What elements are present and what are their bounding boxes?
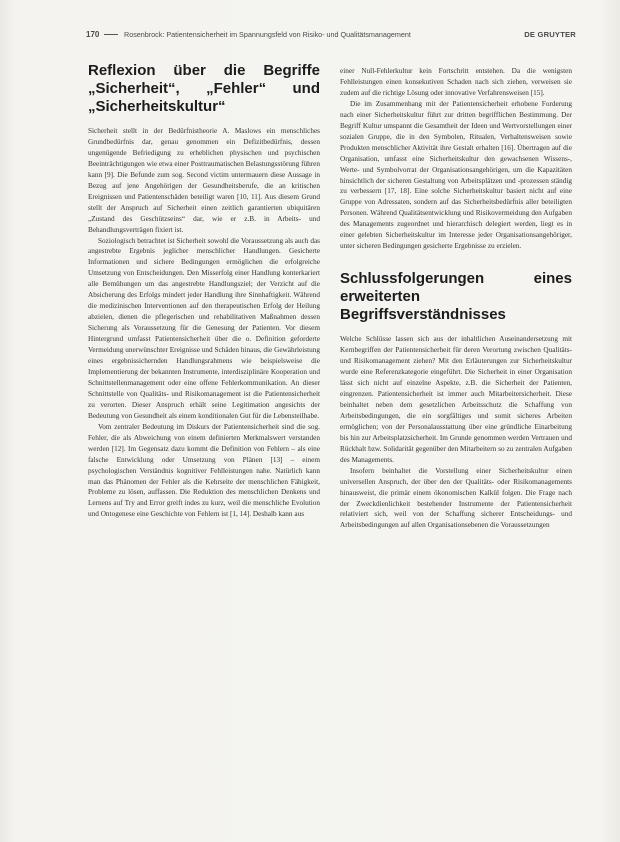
- page-number: 170: [86, 30, 100, 39]
- header-rule: [104, 34, 118, 35]
- left-column: [88, 62, 320, 520]
- publisher-logo: DE GRUYTER: [524, 30, 576, 39]
- section-heading-reflexion: Reflexion über die Begriffe „Sicherheit“, „Fehler“ und „Sicherheitskultur“: [88, 62, 320, 115]
- paragraph: Soziologisch betrachtet ist Sicherheit sowohl die Voraussetzung als auch das angestrebte Ergebnis jeglicher menschlicher Handlungen. Gesicherte Informationen und sichere Bedingungen ermöglichen die erfolgreiche Umsetzung von Entscheidungen. Den Misserfolg einer Handlung konterkariert alle Bemühungen um das angestrebte Handlungsziel; der Verzicht auf die Absicherung des Erfolgs mindert jeder Handlung ihre Sinnhaftigkeit. Während die medizinischen Interventionen auf den therapeutischen Erfolg der Heilung abzielen, dienen die pflegerischen und rehabilitativen Maßnahmen dessen Sicherung als Voraussetzung für die Genesung der Patienten. Vor diesem Hintergrund umfasst Patientensicherheit über die o. Definition geforderte Vermeidung unerwünschter Ereignisse und Schäden hinaus, die Gewährleistung eines ergebnissichernden Handlungsrahmens wie beispielsweise die Implementierung der bekannten Instrumente, interdisziplinäre Kooperation und Schnittstellenmanagement oder eine offene Fehlerkommunikation. An dieser Schnittstelle von Qualitäts- und Risikomanagement ist die Patientensicherheit zu verorten. Dieser Anspruch erhält seine Legitimation angesichts der Bedeutung von Gesundheit als einem konditionalen Gut für die Lebensteilhabe.: [88, 236, 320, 420]
- paragraph: Welche Schlüsse lassen sich aus der inhaltlichen Auseinandersetzung mit Kernbegriffen der Patientensicherheit für deren Verortung zwischen Qualitäts- und Risikomanagement ziehen? Mit den Erläuterungen zur Sicherheitskultur wurde eine Referenzkategorie eingeführt. Die Sicherheit in einer Organisation lässt sich nicht auf einzelne Aspekte, z.B. die Sicherheit der Patienten, eingrenzen. Patientensicherheit ist immer auch Mitarbeitersicherheit. Diese beinhaltet neben dem gesetzlichen Arbeitsschutz die Schaffung von Arbeitsbedingungen, die ein sorgfältiges und somit sicheres Arbeiten ermöglichen; von der Personalausstattung über eine gründliche Einarbeitung bis hin zur Arbeitsplatzsicherheit. Im Grunde genommen werden Vertrauen und Rückhalt bzw. Solidarität gegenüber den Mitarbeitern so zu zentralen Aufgaben des Managements.: [340, 335, 572, 464]
- paragraph: einer Null-Fehlerkultur kein Fortschritt entstehen. Da die wenigsten Fehlleistungen einen konsekutiven Schaden nach sich ziehen, verweisen sie zudem auf die richtige Lösung oder innovative Verfahrensweisen [15].: [340, 67, 572, 97]
- running-title: Rosenbrock: Patientensicherheit im Spannungsfeld von Risiko- und Qualitätsmanagement: [124, 30, 411, 39]
- running-head: [86, 30, 576, 44]
- right-column: [340, 66, 572, 531]
- paragraph: Insofern beinhaltet die Vorstellung einer Sicherheitskultur einen universellen Anspruch, der über den der Qualitäts- oder Risikomanagements hinausweist, die primär einem ökonomischen Kalkül folgen. Die Frage nach der Zweckdienlichkeit bestehender Instrumente der Patientensicherheit relativiert sich, weil von der Schaffung sicherer Entscheidungs- und Arbeitsbedingungen auf allen Organisationsebenen die Voraussetzungen: [340, 466, 572, 530]
- paragraph: Die im Zusammenhang mit der Patientensicherheit erhobene Forderung nach einer Sicherheitskultur führt zur dritten begrifflichen Bestimmung. Der Begriff Kultur umspannt die Gesamtheit der Ideen und Wertvorstellungen einer sozialen Gruppe, die in den Symbolen, Ritualen, Verhaltensweisen sowie Produkten menschlicher Aktivität ihre Gestalt erhalten [16]. Übertragen auf die Organisation, umfasst eine Sicherheitskultur den gewachsenen Wissens-, Werte- und Symbolvorrat der Organisationsangehörigen, um die Kapazitäten hinsichtlich der sicheren Gestaltung von Arbeitsplätzen und -prozessen ständig zu verbessern [17, 18]. Eine solche Sicherheitskultur basiert nicht auf eine Gruppe von Adressaten, sondern auf das Sicherheitsbedürfnis aller beteiligten Personen. Während Qualitätsentwicklung und Risikovermeidung den Aufgaben des Managements zugeordnet und hierarchisch delegiert werden, liegt es in einer gelebten Sicherheitskultur im Interesse jeder Organisationsangehöriger, unter sicheren Bedingungen gesicherte Ergebnisse zu erzielen.: [340, 99, 572, 251]
- section-heading-schlussfolgerungen: Schlussfolgerungen eines erweiterten Begriffsverständnisses: [340, 270, 572, 324]
- paragraph: Vom zentraler Bedeutung im Diskurs der Patientensicherheit sind die sog. Fehler, die als Abweichung von einem definierten Merkmalswert verstanden werden [12]. Im Gegensatz dazu kommt die Definition von Fehlern – als eine falsche Entwicklung oder Umsetzung von Plänen [13] – einem psychologischen Verständnis kognitiver Fehlleistungen nahe. Natürlich kann man das Phänomen der Fehler als die Kehrseite der menschlichen Fähigkeit, Probleme zu lösen, auffassen. Die Reduktion des menschlichen Denkens und Lernens auf Try and Error greift indes zu kurz, weil die menschliche Evolution und Ontogenese eine Geschichte von Fehlern ist [1, 14]. Deshalb kann aus: [88, 422, 320, 519]
- paragraph: Sicherheit stellt in der Bedürfnistheorie A. Maslows ein menschliches Grundbedürfnis dar, genau genommen ein Defizitbedürfnis, dessen ungenügende Befriedigung zu erheblichen physischen und psychischen Beeinträchtigungen wie etwa einer Posttraumatischen Belastungsstörung führen kann [9]. Die Befunde zum sog. Second victim untermauern diese Aussage in Bezug auf jene Angehörigen der Gesundheitsberufe, die an kritischen Ereignissen und Patientenschäden beteiligt waren [10, 11]. Aus diesem Grund stellt der Anspruch auf Sicherheit einen zeitlich garantierten ubiquitären „Zustand des Geschützseins“ dar, wie er z.B. in Arbeits- und Behandlungsverträgen fixiert ist.: [88, 127, 320, 234]
